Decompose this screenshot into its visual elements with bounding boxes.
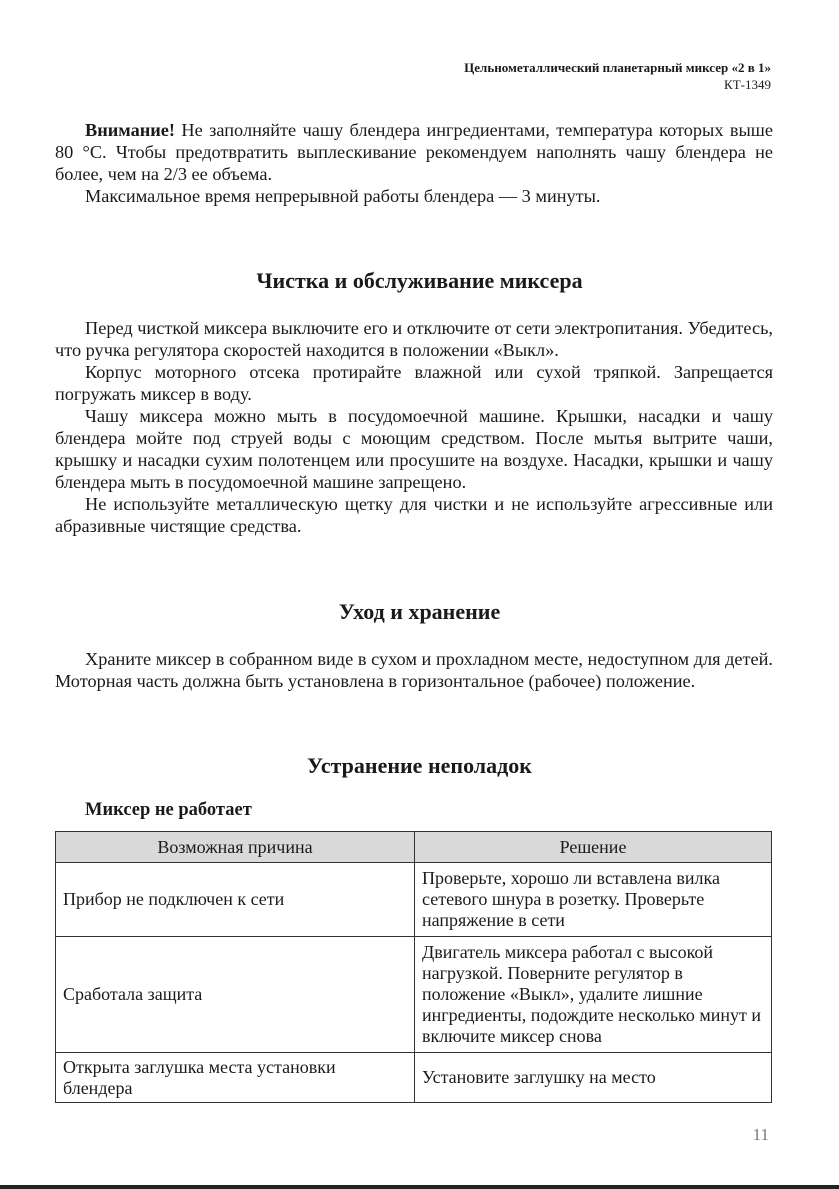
troubleshooting-subheading: Миксер не работает — [85, 800, 252, 820]
cause-cell: Открыта заглушка места установки блендера — [56, 1053, 415, 1103]
storage-title: Уход и хранение — [338, 599, 501, 624]
solution-cell: Двигатель миксера работал с высокой нагрузкой. Поверните регулятор в положение «Выкл», удалите лишние ингредиенты, подождите несколько минут и включите миксер снова — [415, 937, 772, 1053]
cleaning-paragraph: Перед чисткой миксера выключите его и отключите от сети электропитания. Убедитесь, что ручка регулятора скоростей находится в положении «Выкл». — [55, 318, 773, 360]
cleaning-title: Чистка и обслуживание миксера — [256, 268, 583, 293]
column-header-solution: Решение — [415, 832, 772, 863]
warning-paragraph — [55, 119, 773, 185]
warning-text: Не заполняйте чашу блендера ингредиентами, температура которых выше 80 °С. Чтобы предотвратить выплескивание рекомендуем наполнять чашу блендера не более, чем на 2/3 ее объема. — [55, 120, 773, 184]
solution-cell: Установите заглушку на место — [415, 1053, 772, 1103]
table-header-row — [56, 832, 772, 863]
warning-label: Внимание! — [85, 120, 175, 140]
storage-block — [55, 648, 773, 692]
cleaning-paragraph: Чашу миксера можно мыть в посудомоечной машине. Крышки, насадки и чашу блендера мойте под струей воды с моющим средством. После мытья вытрите чаши, крышку и насадки сухим полотенцем или просушите на воздухе. Насадки, крышки и чашу блендера мыть в посудомоечной машине запрещено. — [55, 406, 773, 492]
cause-cell: Сработала защита — [56, 937, 415, 1053]
cleaning-paragraph: Корпус моторного отсека протирайте влажной или сухой тряпкой. Запрещается погружать миксер в воду. — [55, 362, 773, 404]
table-row — [56, 937, 772, 1053]
cleaning-paragraph: Не используйте металлическую щетку для чистки и не используйте агрессивные или абразивные чистящие средства. — [55, 494, 773, 536]
troubleshooting-table — [55, 831, 772, 1103]
bottom-rule — [0, 1185, 839, 1189]
intro-block — [55, 119, 773, 207]
cause-cell: Прибор не подключен к сети — [56, 863, 415, 937]
table-row — [56, 863, 772, 937]
table-row — [56, 1053, 772, 1103]
max-time-paragraph: Максимальное время непрерывной работы блендера — 3 минуты. — [85, 186, 601, 206]
troubleshooting-title: Устранение неполадок — [307, 753, 532, 778]
cleaning-block — [55, 317, 773, 537]
page-number: 11 — [752, 1125, 769, 1144]
solution-cell: Проверьте, хорошо ли вставлена вилка сетевого шнура в розетку. Проверьте напряжение в сети — [415, 863, 772, 937]
running-header-title: Цельнометаллический планетарный миксер «2 в 1» — [464, 60, 771, 75]
running-header-model: КТ-1349 — [724, 77, 771, 92]
storage-paragraph: Храните миксер в собранном виде в сухом и прохладном месте, недоступном для детей. Моторная часть должна быть установлена в горизонтальное (рабочее) положение. — [55, 649, 773, 691]
column-header-cause: Возможная причина — [56, 832, 415, 863]
